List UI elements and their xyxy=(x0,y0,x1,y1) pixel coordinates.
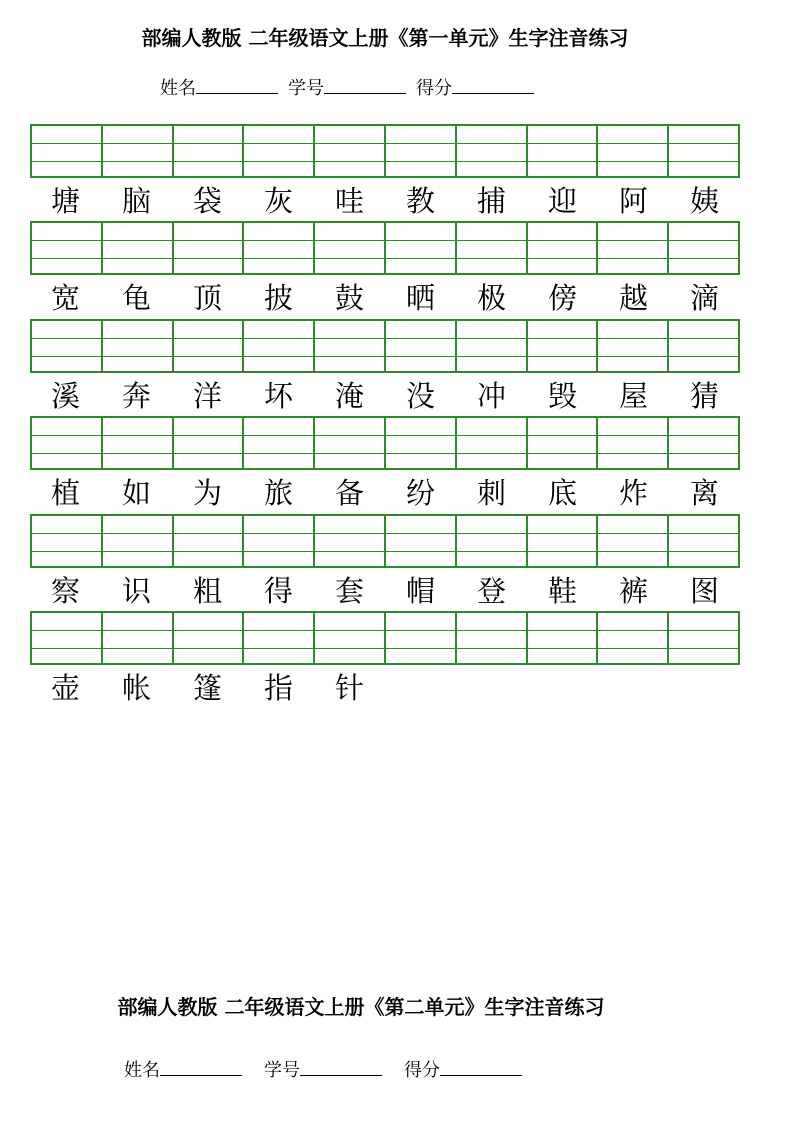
name-label: 姓名 xyxy=(160,78,196,99)
pinyin-cell[interactable] xyxy=(668,416,740,470)
pinyin-cell[interactable] xyxy=(456,611,527,665)
pinyin-cell[interactable] xyxy=(456,124,527,178)
hanzi-character: 粗 xyxy=(192,574,222,608)
hanzi-character: 毁 xyxy=(547,379,577,413)
hanzi-character: 炸 xyxy=(618,476,648,510)
pinyin-cell[interactable] xyxy=(597,124,668,178)
student-id-blank[interactable] xyxy=(324,75,406,94)
student-id-label: 学号 xyxy=(264,1060,300,1081)
pinyin-cell[interactable] xyxy=(243,514,314,568)
pinyin-cell[interactable] xyxy=(102,124,173,178)
character-row-6 xyxy=(30,668,740,708)
hanzi-character: 察 xyxy=(50,574,80,608)
hanzi-character: 帽 xyxy=(405,574,435,608)
hanzi-character: 龟 xyxy=(121,281,151,315)
pinyin-cell[interactable] xyxy=(668,611,740,665)
pinyin-cell[interactable] xyxy=(314,611,385,665)
hanzi-character: 猜 xyxy=(689,379,719,413)
hanzi-character: 傍 xyxy=(547,281,577,315)
hanzi-character: 塘 xyxy=(50,184,80,218)
pinyin-cell[interactable] xyxy=(456,514,527,568)
hanzi-character: 晒 xyxy=(405,281,435,315)
hanzi-character: 顶 xyxy=(192,281,222,315)
pinyin-cell[interactable] xyxy=(668,221,740,275)
hanzi-character: 指 xyxy=(263,671,293,705)
hanzi-character: 备 xyxy=(334,476,364,510)
hanzi-character: 溪 xyxy=(50,379,80,413)
pinyin-cell[interactable] xyxy=(173,416,244,470)
pinyin-cell[interactable] xyxy=(456,319,527,373)
hanzi-character: 洋 xyxy=(192,379,222,413)
pinyin-cell[interactable] xyxy=(243,611,314,665)
pinyin-cell[interactable] xyxy=(314,221,385,275)
pinyin-cell[interactable] xyxy=(385,124,456,178)
worksheet-title-unit1: 部编人教版 二年级语文上册《第一单元》生字注音练习 xyxy=(141,26,629,50)
hanzi-character: 坏 xyxy=(263,379,293,413)
pinyin-cell[interactable] xyxy=(456,416,527,470)
score-blank[interactable] xyxy=(440,1057,522,1076)
hanzi-character: 裤 xyxy=(618,574,648,608)
pinyin-grid-row-2 xyxy=(30,221,740,275)
hanzi-character: 越 xyxy=(618,281,648,315)
pinyin-cell[interactable] xyxy=(597,611,668,665)
hanzi-character: 旅 xyxy=(263,476,293,510)
pinyin-grid-row-4 xyxy=(30,416,740,470)
character-row-4 xyxy=(30,473,740,513)
pinyin-cell[interactable] xyxy=(243,221,314,275)
pinyin-cell[interactable] xyxy=(668,124,740,178)
character-row-2 xyxy=(30,278,740,318)
pinyin-cell[interactable] xyxy=(243,124,314,178)
pinyin-cell[interactable] xyxy=(173,221,244,275)
pinyin-cell[interactable] xyxy=(243,319,314,373)
pinyin-cell[interactable] xyxy=(102,319,173,373)
hanzi-character: 奔 xyxy=(121,379,151,413)
hanzi-character: 图 xyxy=(689,574,719,608)
pinyin-cell[interactable] xyxy=(668,514,740,568)
student-id-label: 学号 xyxy=(288,78,324,99)
hanzi-character: 离 xyxy=(689,476,719,510)
hanzi-character: 冲 xyxy=(476,379,506,413)
pinyin-cell[interactable] xyxy=(173,319,244,373)
score-blank[interactable] xyxy=(452,75,534,94)
hanzi-character: 如 xyxy=(121,476,151,510)
pinyin-cell[interactable] xyxy=(173,124,244,178)
student-info-unit1 xyxy=(160,74,544,100)
name-blank[interactable] xyxy=(196,75,278,94)
hanzi-character: 屋 xyxy=(618,379,648,413)
pinyin-cell[interactable] xyxy=(597,221,668,275)
hanzi-character: 为 xyxy=(192,476,222,510)
pinyin-grid-row-3 xyxy=(30,319,740,373)
pinyin-cell[interactable] xyxy=(314,319,385,373)
pinyin-cell[interactable] xyxy=(597,319,668,373)
hanzi-character: 得 xyxy=(263,574,293,608)
pinyin-cell[interactable] xyxy=(527,124,598,178)
hanzi-character: 灰 xyxy=(263,184,293,218)
hanzi-character: 针 xyxy=(334,671,364,705)
pinyin-cell[interactable] xyxy=(30,319,102,373)
pinyin-cell[interactable] xyxy=(527,514,598,568)
pinyin-cell[interactable] xyxy=(385,221,456,275)
pinyin-grid-row-1 xyxy=(30,124,740,178)
pinyin-cell[interactable] xyxy=(385,319,456,373)
hanzi-character: 教 xyxy=(405,184,435,218)
hanzi-character: 哇 xyxy=(334,184,364,218)
pinyin-cell[interactable] xyxy=(30,416,102,470)
hanzi-character: 脑 xyxy=(121,184,151,218)
hanzi-character: 没 xyxy=(405,379,435,413)
hanzi-character: 阿 xyxy=(618,184,648,218)
pinyin-cell[interactable] xyxy=(385,611,456,665)
hanzi-character: 淹 xyxy=(334,379,364,413)
character-row-5 xyxy=(30,571,740,611)
pinyin-cell[interactable] xyxy=(527,611,598,665)
hanzi-character: 姨 xyxy=(689,184,719,218)
pinyin-cell[interactable] xyxy=(102,611,173,665)
pinyin-grid-row-5 xyxy=(30,514,740,568)
hanzi-character: 极 xyxy=(476,281,506,315)
hanzi-character: 鞋 xyxy=(547,574,577,608)
pinyin-cell[interactable] xyxy=(527,319,598,373)
pinyin-cell[interactable] xyxy=(314,416,385,470)
score-label: 得分 xyxy=(416,78,452,99)
student-info-unit2 xyxy=(124,1056,544,1082)
character-row-1 xyxy=(30,181,740,221)
pinyin-cell[interactable] xyxy=(314,514,385,568)
hanzi-character: 底 xyxy=(547,476,577,510)
hanzi-character: 滴 xyxy=(689,281,719,315)
hanzi-character: 刺 xyxy=(476,476,506,510)
hanzi-character: 套 xyxy=(334,574,364,608)
hanzi-character: 识 xyxy=(121,574,151,608)
hanzi-character: 捕 xyxy=(476,184,506,218)
hanzi-character: 帐 xyxy=(121,671,151,705)
pinyin-cell[interactable] xyxy=(456,221,527,275)
pinyin-cell[interactable] xyxy=(527,416,598,470)
pinyin-cell[interactable] xyxy=(102,416,173,470)
pinyin-cell[interactable] xyxy=(527,221,598,275)
hanzi-character: 篷 xyxy=(192,671,222,705)
hanzi-character: 鼓 xyxy=(334,281,364,315)
hanzi-character: 迎 xyxy=(547,184,577,218)
worksheet-title-unit2: 部编人教版 二年级语文上册《第二单元》生字注音练习 xyxy=(117,995,605,1019)
hanzi-character: 植 xyxy=(50,476,80,510)
pinyin-cell[interactable] xyxy=(30,124,102,178)
pinyin-cell[interactable] xyxy=(385,416,456,470)
hanzi-character: 壶 xyxy=(50,671,80,705)
name-label: 姓名 xyxy=(124,1060,160,1081)
pinyin-cell[interactable] xyxy=(30,221,102,275)
pinyin-cell[interactable] xyxy=(102,514,173,568)
hanzi-character: 宽 xyxy=(50,281,80,315)
pinyin-cell[interactable] xyxy=(30,611,102,665)
pinyin-cell[interactable] xyxy=(243,416,314,470)
pinyin-cell[interactable] xyxy=(30,514,102,568)
hanzi-character: 纷 xyxy=(405,476,435,510)
hanzi-character: 登 xyxy=(476,574,506,608)
hanzi-character: 袋 xyxy=(192,184,222,218)
pinyin-cell[interactable] xyxy=(102,221,173,275)
character-row-3 xyxy=(30,376,740,416)
hanzi-character: 披 xyxy=(263,281,293,315)
pinyin-cell[interactable] xyxy=(173,514,244,568)
pinyin-cell[interactable] xyxy=(668,319,740,373)
student-id-blank[interactable] xyxy=(300,1057,382,1076)
name-blank[interactable] xyxy=(160,1057,242,1076)
pinyin-grid-row-6 xyxy=(30,611,740,665)
pinyin-cell[interactable] xyxy=(314,124,385,178)
pinyin-cell[interactable] xyxy=(597,514,668,568)
pinyin-cell[interactable] xyxy=(173,611,244,665)
pinyin-cell[interactable] xyxy=(597,416,668,470)
score-label: 得分 xyxy=(404,1060,440,1081)
pinyin-cell[interactable] xyxy=(385,514,456,568)
